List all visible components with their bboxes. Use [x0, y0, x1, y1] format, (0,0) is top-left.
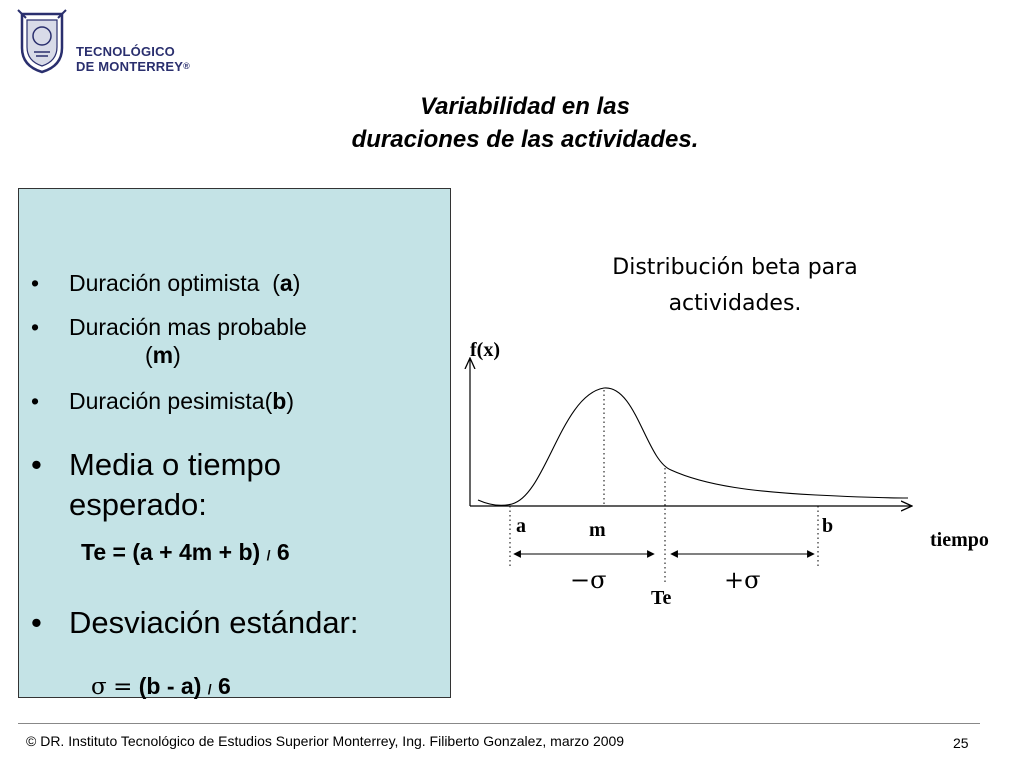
mean-label-line2: esperado:: [69, 487, 207, 522]
tec-logo: [12, 8, 192, 74]
bullet-dot: •: [31, 270, 40, 296]
mean-formula-main: Te = (a + 4m + b): [81, 539, 261, 565]
bullet-optimistic-text: [69, 269, 300, 297]
paren-close: ): [286, 388, 294, 414]
distribution-title-line1: Distribución beta para: [612, 255, 858, 280]
paren-open: (: [272, 270, 280, 296]
logo-line1: TECNOLÓGICO: [76, 44, 175, 59]
distribution-title-line2: actividades.: [668, 291, 802, 316]
minus-sigma-label: −σ: [570, 566, 607, 594]
paren-close: ): [173, 342, 181, 368]
bullet-dot: •: [31, 314, 40, 340]
pessimistic-symbol: b: [272, 388, 287, 414]
mean-label-line1: Media o tiempo: [69, 447, 281, 482]
sigma-symbol: σ: [91, 674, 107, 700]
std-dev-label: Desviación estándar:: [69, 605, 359, 640]
mean-formula-den: 6: [276, 539, 290, 565]
optimistic-label: Duración optimista: [69, 270, 260, 296]
mean-formula-div: /: [266, 547, 271, 563]
logo-line2-text: DE MONTERREY: [76, 59, 184, 74]
std-dev-formula: [91, 673, 231, 700]
paren-open: (: [264, 388, 273, 414]
tec-seal-icon: [12, 8, 72, 74]
optimistic-symbol: a: [279, 270, 293, 296]
footer-copyright: © DR. Instituto Tecnológico de Estudios Superior Monterrey, Ing. Filiberto Gonzalez, marzo 2009: [26, 733, 625, 749]
bullet-dot: •: [31, 447, 42, 482]
slide-title-line1: Variabilidad en las: [420, 93, 630, 120]
definitions-panel: [18, 188, 451, 698]
bullet-pessimistic-text: [69, 387, 294, 415]
paren-open: (: [145, 342, 153, 368]
bullet-dot: •: [31, 605, 42, 640]
logo-line2: [76, 59, 190, 74]
mean-formula: [81, 539, 290, 566]
std-dev-formula-div: /: [207, 681, 212, 697]
page-number: 25: [953, 735, 969, 751]
footer-divider: [18, 723, 980, 724]
distribution-title: [560, 250, 910, 322]
equals-symbol: =: [113, 674, 133, 700]
y-axis-label: f(x): [470, 339, 500, 361]
bullet-dot: •: [31, 388, 40, 414]
slide-title: [200, 90, 850, 156]
plus-sigma-label: +σ: [724, 566, 761, 594]
logo-registered-mark: ®: [183, 61, 190, 71]
point-b-label: b: [822, 515, 834, 537]
most-likely-symbol: m: [152, 342, 174, 368]
most-likely-label: Duración mas probable: [69, 314, 307, 340]
beta-distribution-diagram: [456, 330, 1024, 620]
most-likely-symbol-wrap: [145, 341, 181, 369]
std-dev-formula-main: (b - a): [138, 673, 202, 699]
x-axis-label: tiempo: [930, 529, 989, 551]
beta-curve: [478, 388, 908, 505]
paren-close: ): [292, 270, 301, 296]
logo-text: [76, 44, 190, 74]
pessimistic-label: Duración pesimista: [69, 388, 265, 414]
point-a-label: a: [516, 515, 526, 537]
std-dev-formula-den: 6: [218, 673, 231, 699]
point-m-label: m: [589, 519, 606, 541]
point-te-label: Te: [651, 587, 672, 609]
slide-title-line2: duraciones de las actividades.: [351, 126, 699, 153]
